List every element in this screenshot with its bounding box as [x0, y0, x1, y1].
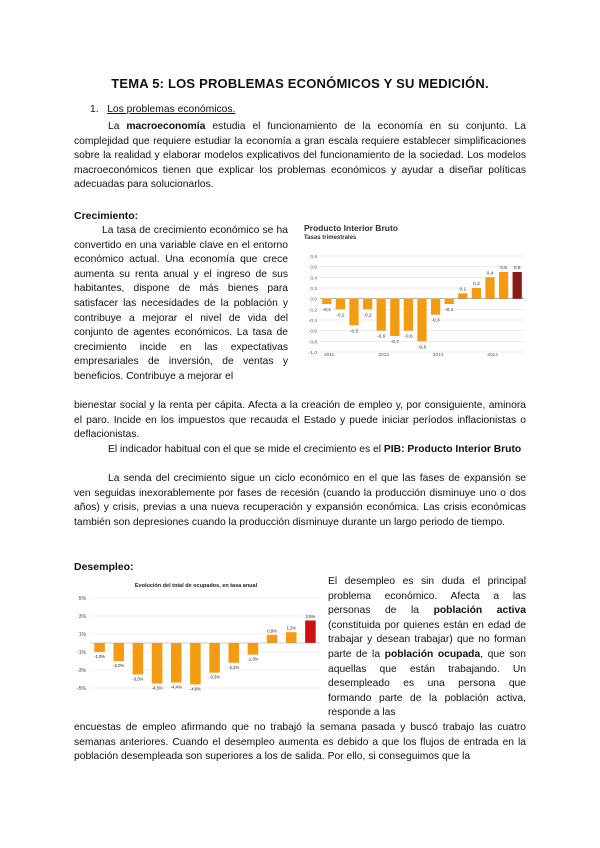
pib-data-label: 0,4: [486, 271, 494, 277]
pib-pre: El indicador habitual con el que se mide el crecimiento es el: [108, 444, 382, 455]
pib-ytick-label: 0,2: [310, 287, 317, 292]
pib-data-label: -0,6: [377, 334, 386, 340]
ocupados-data-label: -1,3%: [247, 656, 259, 662]
ocupados-bar: [209, 643, 220, 673]
pib-data-label: -0,6: [404, 334, 413, 340]
pib-chart-xticks: [324, 352, 498, 358]
desempleo-t1: El desempleo es sin duda el principal problema económico. Afecta a las personas de la: [328, 576, 526, 617]
pib-data-label: 0,5: [500, 266, 507, 271]
ocupados-bar: [133, 643, 144, 675]
ocupados-ytick-label: -3%: [77, 668, 86, 674]
ocupados-data-label: -2,0%: [113, 663, 125, 668]
pib-ytick-label: -0,8: [308, 340, 317, 346]
pib-bar: [485, 277, 494, 298]
desempleo-continuation: encuestas de empleo afirmando que no trabajó la semana pasada y buscó trabajo las cuatro semanas anteriores. Cuando el desempleo aumenta es debido a que los flujos de entrada en la población desempleada son superiores a los de salida. Por ello, si conseguimos que la: [74, 722, 526, 763]
ocupados-chart-data-labels: [94, 614, 315, 691]
pib-ytick-label: -1,0: [308, 351, 317, 356]
intro-bold: macroeconomía: [126, 121, 206, 132]
ocupados-data-label: -4,5%: [151, 685, 163, 691]
desempleo-t2: (constituida por quienes están en edad de trabajar y desean trabajar) que no forman parte de la: [328, 619, 526, 660]
crecimiento-column-text: [74, 224, 288, 385]
ocupados-bar: [152, 643, 163, 684]
pib-bar: [336, 299, 345, 310]
pib-bar: [472, 288, 481, 299]
ocupados-chart-bars: [94, 621, 315, 685]
pib-bar: [499, 272, 508, 299]
ocupados-bar: [94, 643, 105, 652]
ocupados-bar: [286, 632, 297, 643]
ocupados-data-label: -3,3%: [209, 674, 221, 680]
page-title: TEMA 5: LOS PROBLEMAS ECONÓMICOS Y SU MEDICIÓN.: [111, 76, 489, 91]
ocupados-bar: [248, 643, 259, 655]
pib-data-label: -0,1: [445, 308, 454, 313]
ocupados-data-label: -4,6%: [189, 686, 201, 692]
pib-paragraph: [74, 443, 526, 458]
pib-chart-title: Producto Interior Bruto: [304, 223, 398, 233]
pib-bar: [431, 299, 440, 315]
pib-bar: [458, 293, 467, 298]
section-label: Los problemas económicos.: [107, 104, 236, 115]
pib-data-label: 0,2: [473, 282, 480, 287]
ciclo-paragraph: [74, 472, 526, 530]
pib-bar: [417, 299, 426, 342]
section-heading: [90, 104, 235, 115]
pib-ytick-label: -0,4: [308, 319, 317, 324]
ocupados-chart-yticks: [77, 596, 86, 692]
ocupados-ytick-label: 3%: [78, 614, 86, 620]
ocupados-data-label: -2,2%: [228, 664, 240, 670]
pib-chart-yticks: [309, 254, 318, 356]
section-number: 1.: [90, 104, 99, 115]
pib-chart: [304, 222, 526, 358]
pib-ytick-label: -0,6: [308, 329, 317, 335]
pib-xtick-label: 2014: [487, 353, 498, 358]
pib-data-label: -0,5: [349, 329, 359, 335]
pib-data-label: -0,8: [417, 345, 427, 351]
crecimiento-col-span: La tasa de crecimiento económico se ha convertido en una variable clave en el entorno económico actual. Una economía que crece aumenta su renta anual y el ingreso de sus habitantes, dispone de más bienes para satisfacer las necesidades de la población y contribuye a mejorar el nivel de vida del conjunto de agentes económicos. La tasa de crecimiento incide en las expectativas empresariales de inversión, de ventas y beneficios. Contribuye a mejorar el: [74, 225, 288, 382]
ocupados-ytick-label: -5%: [77, 686, 86, 692]
ocupados-data-label: 2,5%: [305, 614, 316, 619]
pib-ytick-label: 0,0: [310, 297, 317, 303]
ocupados-data-label: 0,9%: [267, 628, 277, 634]
pib-ytick-label: 0,8: [310, 255, 317, 260]
ocupados-chart-title: Evolución del total de ocupados, en tasa anual: [134, 583, 258, 589]
desempleo-t3: , que son aquellas que están trabajando. Un desempleado es una persona que formando parte de la población activa, responde a las: [328, 648, 526, 719]
pib-bar: [390, 299, 399, 336]
pib-bar: [404, 299, 413, 331]
ocupados-data-label: -3,5%: [132, 676, 144, 682]
pib-bar: [349, 299, 358, 326]
pib-ytick-label: -0,2: [308, 308, 317, 314]
pib-chart-subtitle: Tasas trimestrales: [304, 235, 357, 241]
pib-xtick-label: 2012: [378, 353, 390, 358]
pib-ytick-label: 0,4: [310, 276, 317, 282]
ocupados-ytick-label: 1%: [78, 632, 86, 638]
pib-data-label: -0,1: [322, 308, 331, 313]
pib-data-label: -0,3: [431, 318, 440, 324]
ocupados-chart: [70, 578, 322, 702]
ocupados-data-label: -4,4%: [170, 684, 182, 690]
pib-bar: [445, 299, 454, 304]
ocupados-ytick-label: 5%: [78, 596, 86, 602]
pib-xtick-label: 2011: [324, 353, 335, 358]
ocupados-bar: [228, 643, 239, 663]
intro-pre: La: [108, 121, 120, 132]
desempleo-column-text: [328, 575, 526, 721]
ocupados-ytick-label: -1%: [77, 650, 86, 656]
poblacion-ocupada-term: población ocupada: [384, 648, 481, 660]
ocupados-bar: [113, 643, 124, 661]
pib-data-label: -0,2: [336, 313, 345, 319]
pib-bar: [363, 299, 372, 310]
ciclo-text: La senda del crecimiento sigue un ciclo económico en el que las fases de expansión se ven seguidas inexorablemente por fases de recesión (cuando la producción disminuye uno o dos años) y crisis, previas a una nueva recuperación y expansión económica. Las crisis económicas también son depresiones cuando la producción disminuye durante un largo periodo de tiempo.: [74, 473, 526, 528]
crecimiento-continuation: bienestar social y la renta per cápita. Afecta a la creación de empleo y, por consiguiente, aminora el paro. Incide en los impuestos que recauda el Estado y puede iniciar períodos inflacionistas o deflacionistas.: [74, 400, 526, 441]
desempleo-heading: Desempleo:: [74, 561, 134, 573]
pib-data-label: -0,2: [363, 313, 372, 319]
ocupados-bar: [305, 621, 316, 644]
intro-paragraph: [74, 120, 526, 193]
pib-data-label: -0,7: [390, 340, 399, 345]
pib-ytick-label: 0,6: [310, 265, 317, 271]
poblacion-activa-term: población activa: [433, 605, 526, 617]
pib-bold: PIB: Producto Interior Bruto: [383, 444, 522, 455]
pib-bar: [322, 299, 331, 304]
pib-bar: [513, 272, 522, 299]
intro-post: estudia el funcionamiento de la economía en su conjunto. La complejidad que requiere estudiar la economía a gran escala requiere establecer simplificaciones sobre la realidad y elaborar modelos explicativos del funcionamiento de la sociedad. Los modelos macroeconómicos tienen que explicar los problemas económicos y ayudar a diseñar políticas adecuadas para solucionarlos.: [74, 121, 526, 191]
pib-data-label: 0,5: [513, 266, 521, 271]
pib-xtick-label: 2013: [432, 353, 444, 358]
ocupados-bar: [190, 643, 201, 684]
ocupados-bar: [267, 635, 278, 643]
pib-bar: [377, 299, 386, 331]
ocupados-data-label: 1,2%: [286, 625, 297, 631]
ocupados-data-label: -1,0%: [94, 654, 106, 659]
ocupados-bar: [171, 643, 182, 683]
pib-data-label: 0,1: [459, 287, 467, 293]
crecimiento-heading: Crecimiento:: [74, 210, 139, 222]
